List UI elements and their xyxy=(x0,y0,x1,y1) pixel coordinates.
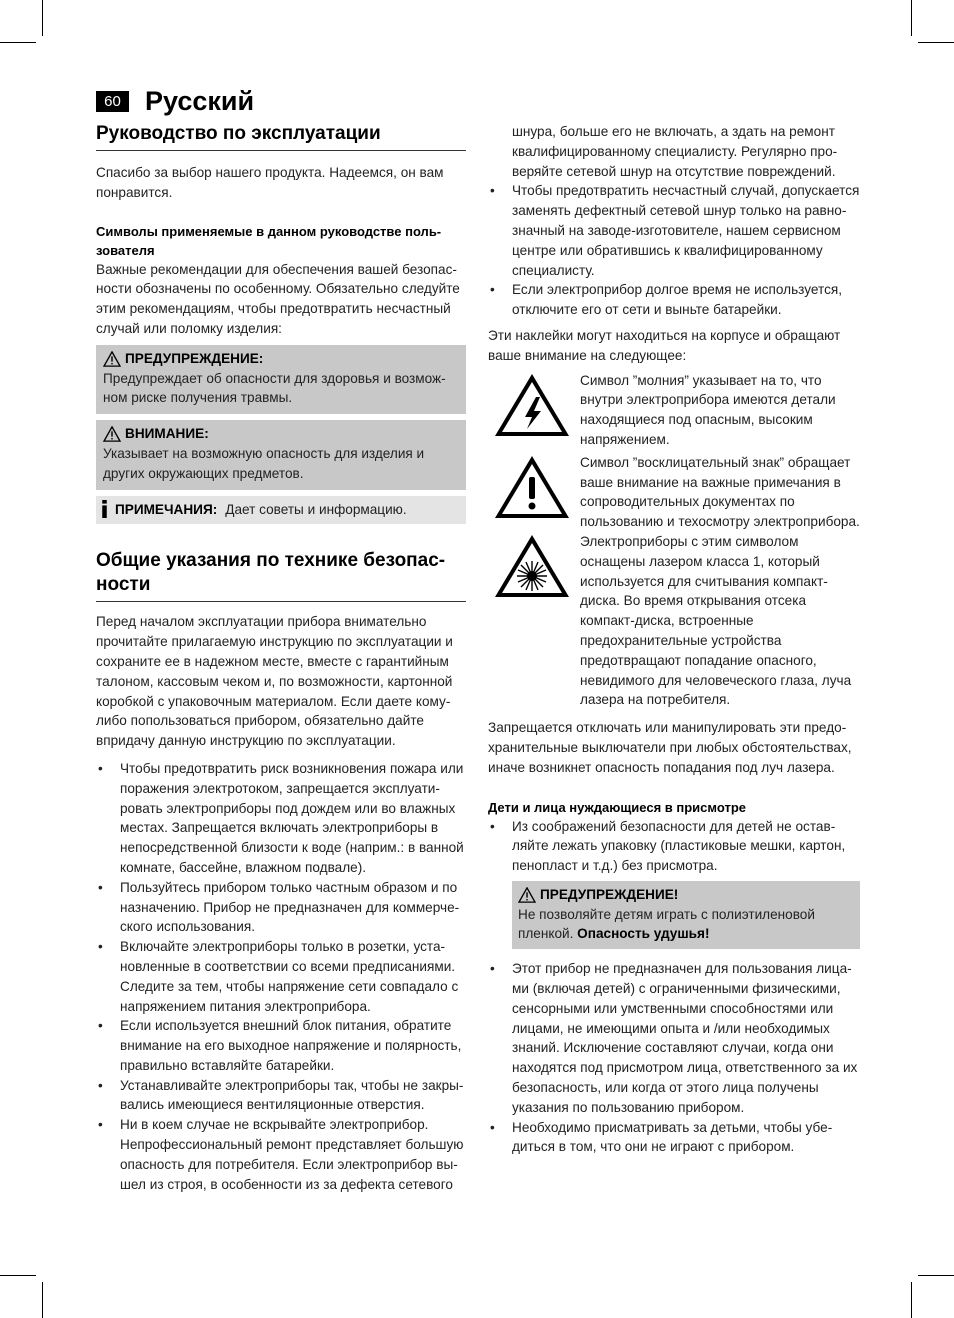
warning-box xyxy=(96,345,466,414)
notes-text: Дает советы и информацию. xyxy=(225,501,407,517)
caution-box xyxy=(96,420,466,489)
notes-title: ПРИМЕЧАНИЯ: xyxy=(115,501,218,517)
crop-mark xyxy=(911,0,912,36)
laser-symbol-text: Электроприборы с этим символом оснащены лазером класса 1, который используется для считывания компакт-диска. Во время открывания отсека компакт-диска, встроенные предохранительные устройства предотвращают попадание опасного, невидимого для человеческого глаза, луча лазера на потребителя. xyxy=(580,533,852,708)
safety-intro: Перед началом эксплуатации прибора внимательно прочитайте прилагаемую инструкцию по эксплуатации и сохраните ее в надежном месте, вместе с гарантийным талоном, кассовым чеком и, по возможности, картонной коробкой с упаковочным материалом. Если даете кому-либо попользоваться прибором, обязательно дайте впридачу данную инструкцию по эксплуатации. xyxy=(96,614,453,749)
crop-mark xyxy=(918,1275,954,1276)
symbols-text: Важные рекомендации для обеспечения вашей безопас-ности обозначены по особенному. Обязательно следуйте этим рекомендациям, чтобы предотвратить несчастный случай или поломку изделия: xyxy=(96,261,460,336)
children-heading: Дети и лица нуждающиеся в присмотре xyxy=(488,799,747,815)
page-number: 60 xyxy=(96,91,129,112)
children-list-more xyxy=(488,959,860,1157)
crop-mark xyxy=(0,42,36,43)
caution-text: Указывает на возможную опасность для изделия и других окружающих предметов. xyxy=(103,445,425,481)
exclamation-symbol-text: Символ ”восклицательный знак” обращает ваше внимание на важные примечания в сопроводительных документах по пользованию и техосмотру электроприбора. xyxy=(580,454,860,530)
crop-mark xyxy=(918,42,954,43)
symbol-row-laser xyxy=(488,532,860,710)
list-item-continued: шнура, больше его не включать, а здать на ремонт квалифицированному специалисту. Регулярно про-веряйте сетевой шнур на отсутствие повреждений. xyxy=(512,124,838,179)
exclamation-warning-icon xyxy=(492,453,572,521)
manual-intro: Спасибо за выбор нашего продукта. Надеемся, он вам понравится. xyxy=(96,165,444,200)
manual-title: Руководство по эксплуатации xyxy=(96,122,466,151)
safety-title: Общие указания по технике безопас-ности xyxy=(96,549,466,602)
warning-text: Предупреждает об опасности для здоровья и возмож-ном риске получения травмы. xyxy=(103,370,446,406)
children-warning-title: ПРЕДУПРЕЖДЕНИЕ! xyxy=(540,886,679,902)
symbol-row-lightning xyxy=(488,371,860,450)
warning-triangle-icon xyxy=(103,426,121,442)
left-column xyxy=(96,122,466,1194)
list-item: • Пользуйтесь прибором только частным образом и по назначению. Прибор не предназначен для коммерче-ского использования. xyxy=(96,878,466,937)
list-item: • Включайте электроприборы только в розетки, уста-новленные в соответствии со всеми предписаниями. Следите за тем, чтобы напряжение сети совпадало с напряжением питания электроприбора. xyxy=(96,937,466,1016)
list-item: • Устанавливайте электроприборы так, чтобы не закры-вались имеющиеся вентиляционные отверстия. xyxy=(96,1076,466,1116)
caution-title: ВНИМАНИЕ: xyxy=(125,426,209,442)
crop-mark xyxy=(42,0,43,36)
laser-warning-icon xyxy=(492,532,572,600)
notes-box xyxy=(96,496,466,525)
crop-mark xyxy=(0,1275,36,1276)
symbols-heading: Символы применяемые в данном руководстве поль-зователя xyxy=(96,223,442,258)
list-item: • Этот прибор не предназначен для пользования лица-ми (включая детей) с ограниченными физическими, сенсорными или умственными способностями или лицами, не имеющими опыта и /или необходимых знаний. Исключение составляют случаи, когда они находятся под присмотром лица, ответственного за их безопасность, или когда от этого лица получены указания по пользованию прибором. xyxy=(488,959,860,1117)
children-list xyxy=(488,817,860,876)
info-icon xyxy=(100,500,109,518)
language-title: Русский xyxy=(145,86,255,116)
list-item: • Чтобы предотвратить риск возникновения пожара или поражения электротоком, запрещается эксплуати-ровать электроприборы под дождем или во влажных местах. Запрещается включать электроприборы в непосредственной близости к воде (наприм.: в ванной комнате, бассейне, влажном подвале). xyxy=(96,759,466,878)
laser-note: Запрещается отключать или манипулировать эти предо-хранительные выключатели при любых обстоятельствах, иначе возникнет опасность попадания под луч лазера. xyxy=(488,720,852,775)
warning-title: ПРЕДУПРЕЖДЕНИЕ: xyxy=(125,350,264,366)
children-warning-text: Не позволяйте детям играть с полиэтиленовой пленкой. xyxy=(518,906,815,942)
list-item: • Ни в коем случае не вскрывайте электроприбор. Непрофессиональный ремонт представляет большую опасность для потребителя. Если электроприбор вы-шел из строя, в особенности из за дефекта сетевого xyxy=(96,1115,466,1194)
safety-list xyxy=(96,759,466,1195)
crop-mark xyxy=(911,1282,912,1318)
list-item: • Необходимо присматривать за детьми, чтобы убе-диться в том, что они не играют с прибором. xyxy=(488,1118,860,1158)
list-item: • Из соображений безопасности для детей не остав-ляйте лежать упаковку (пластиковые мешки, картон, пенопласт и т.д.) без присмотра. xyxy=(488,817,860,876)
stickers-intro: Эти наклейки могут находиться на корпусе и обращают ваше внимание на следующее: xyxy=(488,327,841,363)
list-item: • Если электроприбор долгое время не используется, отключите его от сети и выньте батарейки. xyxy=(488,280,860,320)
children-warning-box xyxy=(512,881,860,949)
symbol-row-exclamation xyxy=(488,453,860,532)
safety-list-continued xyxy=(488,122,860,320)
children-warning-bold: Опасность удушья! xyxy=(577,926,710,942)
warning-triangle-icon xyxy=(103,351,121,367)
list-item: • Если используется внешний блок питания, обратите внимание на его выходное напряжение и полярность, правильно вставляйте батарейки. xyxy=(96,1016,466,1075)
right-column xyxy=(488,122,860,1157)
lightning-symbol-text: Символ ”молния” указывает на то, что внутри электроприбора имеются детали находящиеся под опасным, высоким напряжением. xyxy=(580,372,836,447)
crop-mark xyxy=(42,1282,43,1318)
warning-triangle-icon xyxy=(518,887,536,903)
lightning-warning-icon xyxy=(492,371,572,439)
list-item: • Чтобы предотвратить несчастный случай, допускается заменять дефектный сетевой шнур только на равно-значный на заводе-изготовителе, нашем сервисном центре или обратившись к квалифицированному специалисту. xyxy=(488,181,860,280)
